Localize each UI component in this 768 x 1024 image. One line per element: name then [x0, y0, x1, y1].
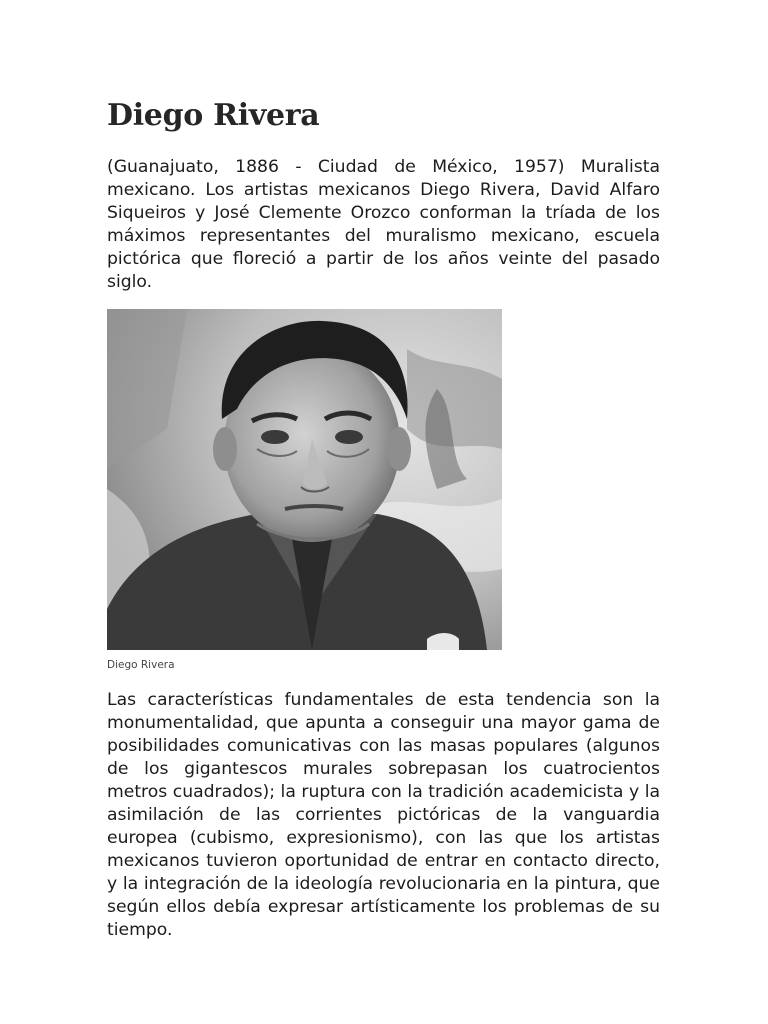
body-paragraph: Las características fundamentales de esta tendencia son la monumentalidad, que apunta a conseguir una mayor gama de posibilidades comunicativas con las masas populares (algunos de los gigantescos murales sobrepasan los cuatrocientos metros cuadrados); la ruptura con la tradición academicista y la asimilación de las corrientes pictóricas de la vanguardia europea (cubismo, expresionismo), con las que los artistas mexicanos tuvieron oportunidad de entrar en contacto directo, y la integración de la ideología revolucionaria en la pintura, que según ellos debía expresar artísticamente los problemas de su tiempo. [107, 690, 660, 940]
portrait-photo [107, 309, 502, 650]
article [107, 96, 660, 941]
page-title: Diego Rivera [107, 98, 320, 133]
intro-paragraph: (Guanajuato, 1886 - Ciudad de México, 1957) Muralista mexicano. Los artistas mexicanos Diego Rivera, David Alfaro Siqueiros y José Clemente Orozco conforman la tríada de los máximos representantes del muralismo mexicano, escuela pictórica que floreció a partir de los años veinte del pasado siglo. [107, 157, 660, 292]
photo-caption: Diego Rivera [107, 659, 175, 672]
